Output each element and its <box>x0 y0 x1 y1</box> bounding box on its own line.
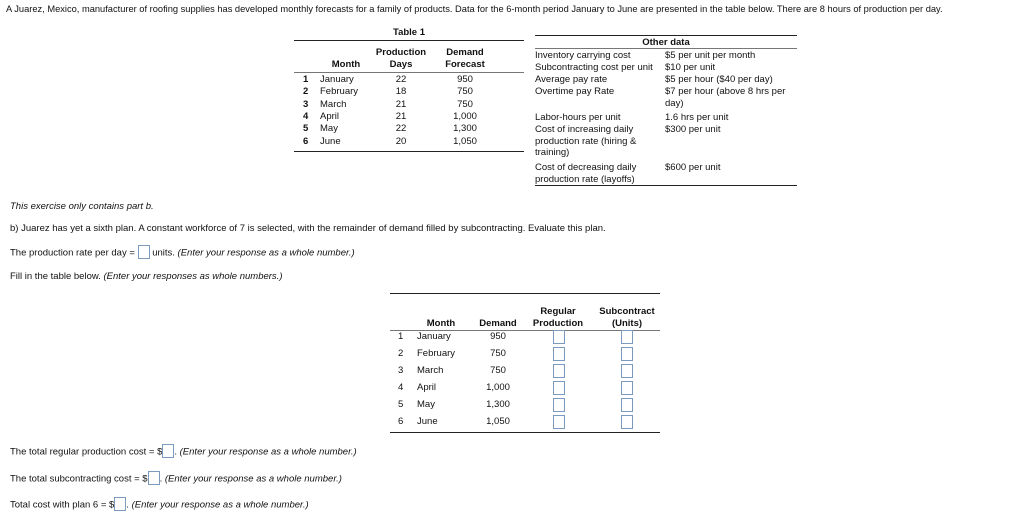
table1-row-days: 22 <box>395 123 407 135</box>
table1-top-rule <box>294 40 524 41</box>
table1-row-number: 3 <box>303 98 309 110</box>
table1-row-month: January <box>320 74 354 85</box>
table2-subcontract-input[interactable] <box>621 364 633 378</box>
table2-row-demand: 750 <box>490 348 506 359</box>
table1-row-days: 20 <box>395 135 407 147</box>
table2-header-regular-2: Production <box>532 318 584 329</box>
table1-row-month: April <box>320 110 340 122</box>
table2-bottom-rule <box>390 432 660 433</box>
total-regular-prefix: The total regular production cost = $ <box>10 446 163 458</box>
table2-regular-production-input[interactable] <box>553 381 565 395</box>
intro-text: A Juarez, Mexico, manufacturer of roofing supplies has developed monthly forecasts for a family of products. Data for the 6-month period January to June are presented in the table below. There are 8 hours of production per day. <box>6 4 943 14</box>
table1-row-number: 2 <box>303 86 309 98</box>
total-subcontract-input[interactable] <box>148 471 160 485</box>
table2-row-number: 5 <box>398 399 404 410</box>
table1-row-month: June <box>320 135 341 147</box>
other-data-value: $300 per unit <box>665 124 721 135</box>
table2-row-number: 1 <box>398 331 404 342</box>
total-plan-suffix: . <box>126 499 129 511</box>
table1-header-demand-1: Demand <box>446 47 484 58</box>
table2-header-regular-1: Regular <box>540 306 576 317</box>
table2-row-month: February <box>417 348 456 359</box>
production-rate-input[interactable] <box>138 245 150 259</box>
table1-row-demand: 750 <box>457 98 473 110</box>
table1-header-demand-2: Forecast <box>445 59 485 70</box>
table1-row-month: February <box>320 86 359 98</box>
table1-row-demand: 1,300 <box>453 123 477 135</box>
other-data-label: Subcontracting cost per unit <box>535 62 653 73</box>
other-data-label: Cost of decreasing daily production rate (layoffs) <box>535 162 637 185</box>
fill-table-hint: (Enter your responses as whole numbers.) <box>103 271 283 282</box>
total-subcontract-line <box>10 472 342 486</box>
table2-header-demand: Demand <box>479 318 517 329</box>
other-data-value: $10 per unit <box>665 62 716 73</box>
table1-row-month: May <box>320 123 338 135</box>
table2-subcontract-input[interactable] <box>621 381 633 395</box>
table2-row-demand: 750 <box>490 365 506 376</box>
table1-row-number: 6 <box>303 135 309 147</box>
table1-row-days: 21 <box>395 98 407 110</box>
table1-title: Table 1 <box>392 27 426 38</box>
total-regular-line <box>10 445 357 459</box>
table1-row-number: 1 <box>303 74 309 85</box>
table1-row-demand: 1,000 <box>453 110 477 122</box>
table1-row-month: March <box>320 98 347 110</box>
table2-subcontract-input[interactable] <box>621 330 633 344</box>
table2-row-number: 4 <box>398 382 404 393</box>
table1-row-demand: 950 <box>457 74 473 85</box>
table2-row-month: June <box>417 416 438 427</box>
table2-row-demand: 1,300 <box>486 399 510 410</box>
other-data-value: 1.6 hrs per unit <box>665 112 729 123</box>
question-text: b) Juarez has yet a sixth plan. A constant workforce of 7 is selected, with the remainder of demand filled by subcontracting. Evaluate this plan. <box>10 223 606 234</box>
fill-table-line <box>10 271 282 282</box>
total-subcontract-hint: (Enter your response as a whole number.) <box>164 473 342 485</box>
other-data-label: Overtime pay Rate <box>535 86 615 97</box>
table2-row-month: April <box>417 382 437 393</box>
table2-row-number: 3 <box>398 365 404 376</box>
table1-header-days-1: Production <box>375 47 427 58</box>
table2-regular-production-input[interactable] <box>553 415 565 429</box>
production-rate-suffix: units. <box>152 247 175 259</box>
table1-row-demand: 750 <box>457 86 473 98</box>
table2-header-month: Month <box>426 318 456 329</box>
table2-row-demand: 1,000 <box>486 382 510 393</box>
production-rate-hint: (Enter your response as a whole number.) <box>177 247 355 259</box>
table1-row-days: 18 <box>395 86 407 98</box>
table2-row-month: March <box>417 365 444 376</box>
other-data-label: Inventory carrying cost <box>535 50 631 61</box>
other-data-value: $5 per hour ($40 per day) <box>665 74 773 85</box>
total-subcontract-suffix: . <box>159 473 163 485</box>
table2-row-demand: 950 <box>490 331 506 342</box>
table2-row-demand: 1,050 <box>486 416 510 427</box>
table2-row-number: 6 <box>398 416 404 427</box>
table2-regular-production-input[interactable] <box>553 347 565 361</box>
table2-row-month: January <box>417 331 451 342</box>
production-rate-prefix: The production rate per day = <box>10 247 135 259</box>
table2-regular-production-input[interactable] <box>553 330 565 344</box>
other-data-bottom-rule <box>535 185 797 186</box>
total-regular-hint: (Enter your response as a whole number.) <box>179 446 357 458</box>
fill-table-text: Fill in the table below. <box>10 271 101 282</box>
total-plan-hint: (Enter your response as a whole number.) <box>131 499 309 511</box>
table2-header-sub-2: (Units) <box>611 318 643 329</box>
table1-row-number: 5 <box>303 123 309 135</box>
other-data-value: $5 per unit per month <box>665 50 756 61</box>
table2-top-rule <box>390 293 660 294</box>
table1-header-rule <box>294 72 524 73</box>
table1-header-days-2: Days <box>389 59 413 70</box>
table2-regular-production-input[interactable] <box>553 364 565 378</box>
table2-row-number: 2 <box>398 348 404 359</box>
table1-header-month: Month <box>331 59 361 70</box>
total-subcontract-prefix: The total subcontracting cost = $ <box>10 473 148 485</box>
table1-row-demand: 1,050 <box>453 135 477 147</box>
table2-header-sub-1: Subcontract <box>599 306 655 317</box>
part-note: This exercise only contains part b. <box>10 201 154 212</box>
other-data-value: $7 per hour (above 8 hrs per day) <box>665 86 786 109</box>
total-plan-prefix: Total cost with plan 6 = $ <box>10 499 115 511</box>
total-plan-input[interactable] <box>114 497 126 511</box>
production-rate-line <box>10 246 355 260</box>
table1-row-days: 21 <box>395 110 407 122</box>
other-data-value: $600 per unit <box>665 162 721 173</box>
other-data-top-rule <box>535 35 797 36</box>
other-data-label: Cost of increasing daily production rate (hiring & training) <box>535 124 637 158</box>
table1-bottom-rule <box>294 151 524 152</box>
table2-subcontract-input[interactable] <box>621 398 633 412</box>
table1-row-number: 4 <box>303 110 309 122</box>
table1-row-days: 22 <box>395 74 407 85</box>
table2-subcontract-input[interactable] <box>621 415 633 429</box>
other-data-title: Other data <box>642 37 690 48</box>
total-regular-input[interactable] <box>162 444 174 458</box>
table2-row-month: May <box>417 399 435 410</box>
other-data-label: Labor-hours per unit <box>535 112 621 123</box>
total-plan-line <box>10 498 309 512</box>
other-data-header-rule <box>535 48 797 49</box>
total-regular-suffix: . <box>174 446 177 458</box>
other-data-label: Average pay rate <box>535 74 608 85</box>
table2-regular-production-input[interactable] <box>553 398 565 412</box>
table2-subcontract-input[interactable] <box>621 347 633 361</box>
